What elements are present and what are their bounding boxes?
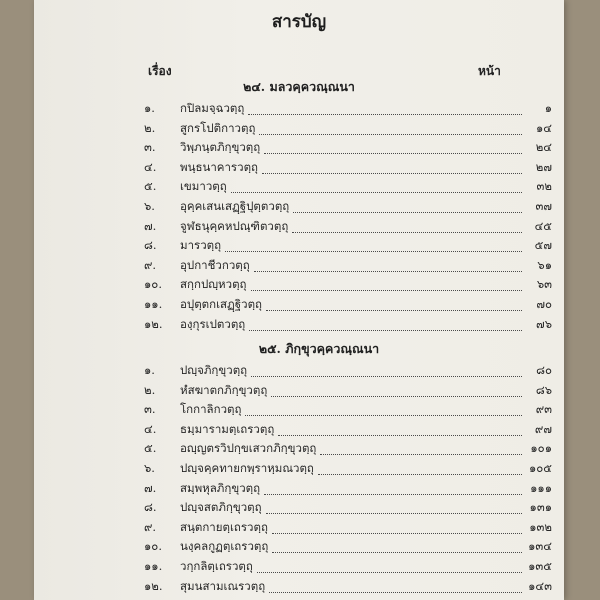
toc-entry-title: ปญฺจคฺคทายกพฺราหฺมณวตฺถุ	[180, 461, 314, 475]
toc-entry-page: ๗๖	[536, 316, 552, 331]
toc-entry-page: ๓๗	[535, 199, 552, 213]
dot-leader	[318, 474, 522, 475]
toc-entry-page: ๒๗	[535, 159, 552, 174]
toc-entry-page: ๖๑	[537, 257, 552, 272]
toc-entry-title: สูกรโปติกาวตฺถุ	[180, 120, 256, 135]
toc-entry	[144, 100, 552, 118]
toc-entry-title: เขมาวตฺถุ	[180, 179, 227, 194]
toc-entry-title: วกฺกลิตฺเถรวตฺถุ	[180, 559, 253, 573]
toc-entry-page: ๙๗	[534, 421, 552, 436]
toc-entry	[144, 237, 552, 255]
dot-leader	[248, 114, 522, 115]
toc-entry-page: ๔๕	[534, 218, 552, 233]
dot-leader	[251, 290, 522, 291]
toc-entry-number: ๕.	[144, 179, 157, 194]
dot-leader	[278, 435, 522, 436]
toc-entry-number: ๔.	[144, 159, 157, 174]
toc-entry	[144, 460, 552, 478]
toc-entry-page: ๑๑๑	[530, 480, 552, 495]
toc-entry	[144, 538, 552, 556]
toc-entry-number: ๑๐.	[144, 277, 162, 292]
toc-entry	[144, 296, 552, 314]
toc-entry-page: ๗๐	[536, 297, 552, 311]
toc-entry-title: มารวตฺถุ	[180, 238, 222, 253]
toc-entry-page: ๑๐๕	[528, 461, 552, 475]
toc-entry	[144, 218, 552, 236]
toc-entry-title: พนฺธนาคารวตฺถุ	[180, 159, 258, 174]
toc-entry-title: อุปกาชีวกวตฺถุ	[180, 257, 250, 272]
toc-entry-number: ๗.	[144, 480, 157, 495]
toc-entry	[144, 578, 552, 596]
toc-entry-number: ๒.	[144, 120, 156, 135]
toc-entry-page: ๑๓๔	[528, 539, 552, 554]
toc-entry-page: ๑๓๒	[529, 519, 552, 534]
toc-entry-number: ๖.	[144, 461, 155, 475]
toc-entry-number: ๘.	[144, 238, 157, 253]
dot-leader	[264, 153, 522, 154]
toc-entry-number: ๑.	[144, 363, 155, 377]
dot-leader	[225, 251, 522, 252]
toc-entry	[144, 198, 552, 216]
dot-leader	[266, 310, 522, 311]
dot-leader	[257, 572, 522, 573]
toc-entry-page: ๓๒	[536, 179, 552, 194]
toc-entry-title: กปิลมจฺฉวตฺถุ	[180, 101, 245, 115]
page-title: สารบัญ	[271, 12, 327, 32]
toc-entry-title: ธมฺมารามตฺเถรวตฺถุ	[180, 421, 275, 436]
book-page	[34, 0, 564, 600]
toc-entry-title: โกกาลิกวตฺถุ	[180, 402, 242, 417]
toc-entry-title: นงฺคลกูฏตฺเถรวตฺถุ	[180, 539, 269, 554]
toc-entry-number: ๑๑.	[144, 297, 163, 311]
toc-entry-number: ๓.	[144, 402, 156, 417]
toc-entry-page: ๖๓	[536, 277, 552, 292]
dot-leader	[266, 513, 522, 514]
dot-leader	[254, 271, 522, 272]
section-heading-1: ๒๔. มลวคฺควณฺณนา	[243, 79, 355, 94]
toc-entry-number: ๑๐.	[144, 539, 162, 554]
toc-entry	[144, 362, 552, 380]
toc-entry-number: ๑๑.	[144, 559, 163, 573]
toc-entry	[144, 159, 552, 177]
toc-entry-title: องฺกุรเปตวตฺถุ	[180, 316, 246, 331]
toc-entry	[144, 558, 552, 576]
dot-leader	[293, 212, 522, 213]
section-heading-2: ๒๕. ภิกฺขุวคฺควณฺณนา	[258, 341, 380, 356]
dot-leader	[251, 376, 522, 377]
toc-entry	[144, 382, 552, 400]
toc-entry-number: ๘.	[144, 500, 157, 515]
toc-entry-title: สมฺพหุลภิกฺขุวตฺถุ	[180, 480, 261, 495]
toc-entry-page: ๑๓๑	[529, 500, 552, 515]
dot-leader	[264, 494, 522, 495]
toc-entry-number: ๓.	[144, 140, 156, 155]
toc-entry-page: ๙๓	[535, 402, 552, 417]
dot-leader	[271, 396, 522, 397]
toc-entry	[144, 440, 552, 458]
toc-entry-number: ๙.	[144, 257, 157, 272]
toc-entry	[144, 178, 552, 196]
toc-entry-title: ปญฺจสตภิกฺขุวตฺถุ	[180, 500, 262, 515]
dot-leader	[320, 454, 522, 455]
toc-entry-page: ๑๐๑	[530, 441, 552, 456]
toc-entry-number: ๗.	[144, 218, 157, 233]
toc-entry-title: อญฺญตรวิปกฺขเสวกภิกฺขุวตฺถุ	[180, 441, 317, 456]
toc-entry-page: ๒๔	[535, 140, 552, 155]
dot-leader	[245, 415, 522, 416]
toc-entry	[144, 421, 552, 439]
toc-entry	[144, 480, 552, 498]
toc-entry	[144, 257, 552, 275]
toc-entry	[144, 276, 552, 294]
toc-entry	[144, 519, 552, 537]
toc-entry-number: ๑๒.	[144, 578, 163, 593]
dot-leader	[231, 192, 522, 193]
toc-entry-number: ๖.	[144, 199, 155, 213]
toc-entry-page: ๕๗	[534, 238, 552, 253]
toc-entry-number: ๑.	[144, 101, 155, 115]
toc-entry-title: สกฺกปญฺหวตฺถุ	[180, 277, 247, 292]
toc-entry-number: ๙.	[144, 519, 157, 534]
toc-entry	[144, 499, 552, 517]
toc-entry-title: อุคฺคเสนเสฏฺฐิปุตฺตวตฺถุ	[180, 199, 290, 213]
toc-entry-page: ๑๔๓	[528, 578, 552, 593]
toc-entry-page: ๘๐	[536, 363, 552, 377]
dot-leader	[272, 533, 522, 534]
toc-entry-page: ๑๔	[535, 120, 552, 135]
toc-entry-title: หํสฆาตกภิกฺขุวตฺถุ	[180, 382, 268, 397]
toc-entry-page: ๑๓๕	[528, 559, 552, 573]
dot-leader	[292, 232, 522, 233]
column-label-page: หน้า	[478, 64, 501, 78]
dot-leader	[249, 330, 522, 331]
toc-entry-title: ปญฺจภิกฺขุวตฺถุ	[180, 363, 248, 377]
toc-entry-title: อปุตฺตกเสฏฺฐิวตฺถุ	[180, 297, 263, 311]
toc-entry-page: ๑	[544, 101, 552, 115]
toc-entry-title: จูฬธนุคฺคหปณฺฑิตวตฺถุ	[180, 218, 289, 233]
dot-leader	[269, 592, 522, 593]
toc-entry-title: สนฺตกายตฺเถรวตฺถุ	[180, 519, 268, 534]
dot-leader	[272, 552, 522, 553]
toc-entry	[144, 120, 552, 138]
toc-entry-number: ๒.	[144, 382, 156, 397]
toc-entry	[144, 316, 552, 334]
toc-entry-title: สุมนสามเณรวตฺถุ	[180, 578, 266, 593]
toc-entry-title: วิพฺภนฺตภิกฺขุวตฺถุ	[180, 140, 261, 155]
toc-entry-number: ๕.	[144, 441, 157, 456]
toc-entry-number: ๑๒.	[144, 316, 163, 331]
toc-entry-page: ๘๖	[535, 382, 552, 397]
toc-entry	[144, 139, 552, 157]
column-label-story: เรื่อง	[148, 64, 172, 78]
toc-entry	[144, 401, 552, 419]
dot-leader	[259, 134, 522, 135]
dot-leader	[262, 173, 522, 174]
toc-entry-number: ๔.	[144, 421, 157, 436]
